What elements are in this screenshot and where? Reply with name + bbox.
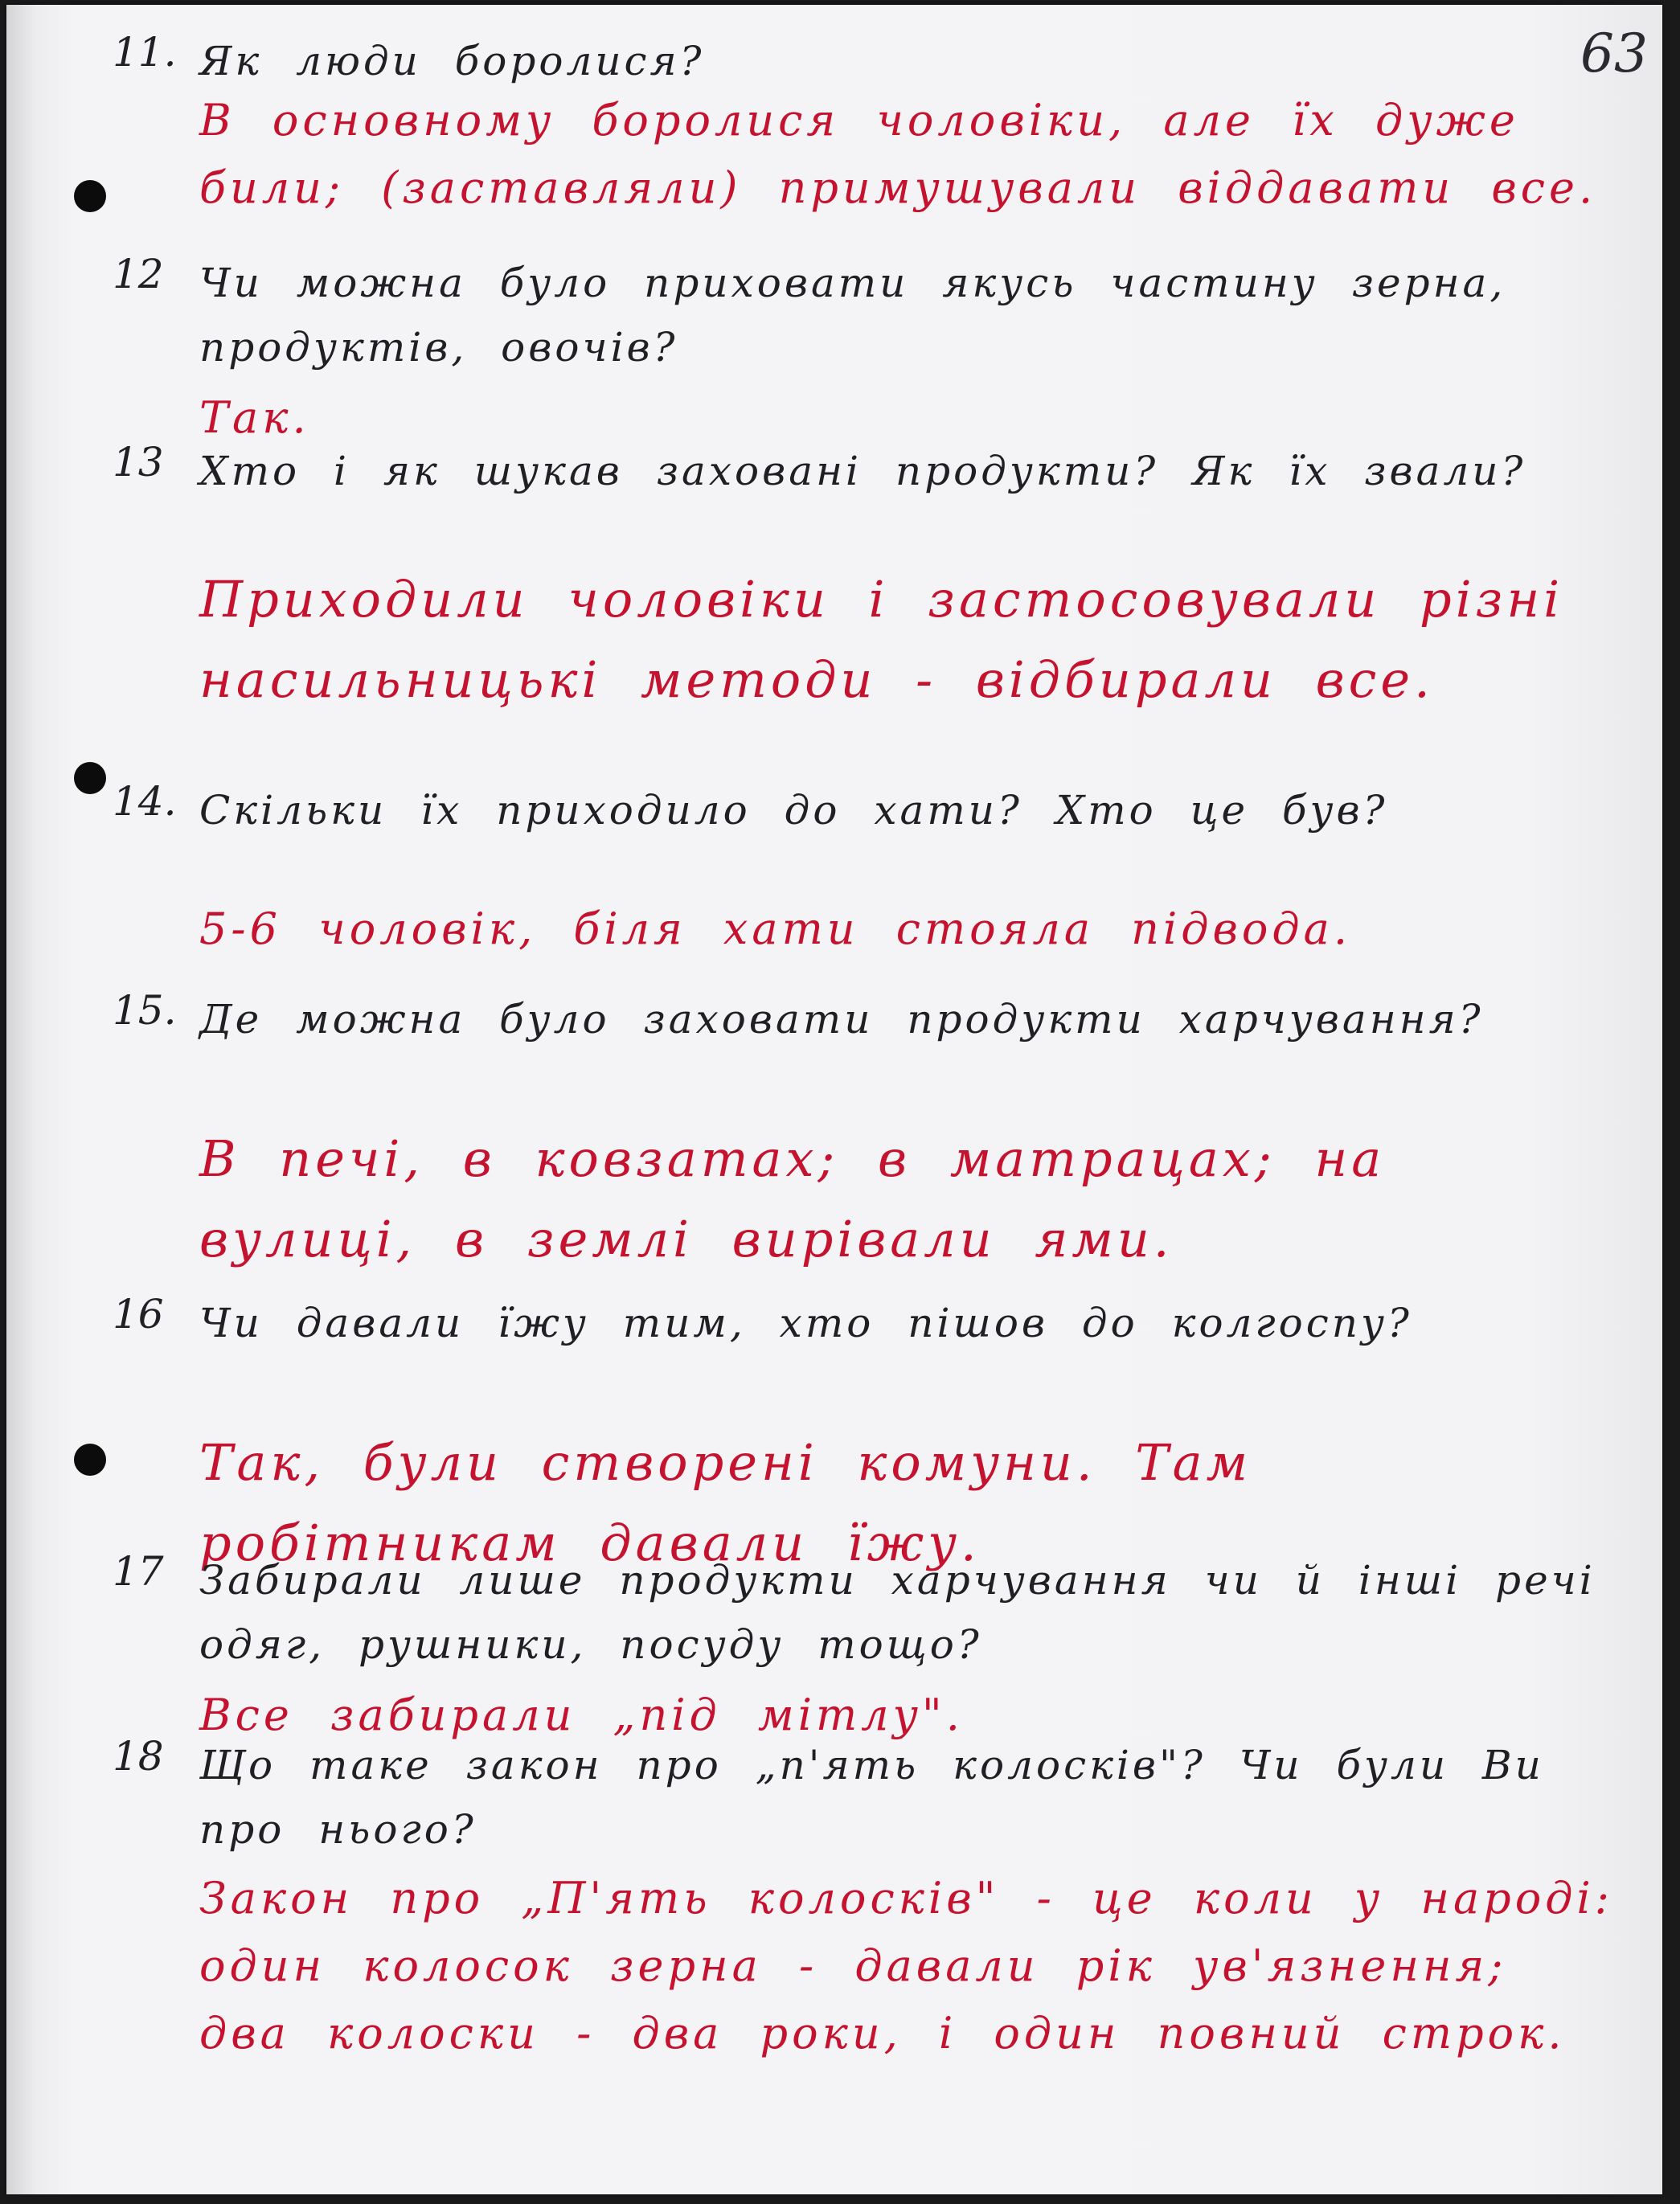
question-text: Забирали лише продукти харчування чи й інші речі одяг, рушники, посуду тощо?	[199, 1557, 1596, 1668]
question-number: 17	[113, 1548, 164, 1595]
question-text: Хто і як шукав заховані продукти? Як їх звали?	[199, 448, 1526, 494]
answer-text: Все забирали „під мітлу".	[199, 1690, 964, 1740]
punch-hole	[74, 1444, 106, 1476]
question-number: 16	[113, 1291, 164, 1338]
question-number: 14.	[113, 778, 177, 825]
answer-text: Так, були створені комуни. Там робітникам давали їжу.	[199, 1433, 1252, 1572]
paper-sheet	[6, 5, 1662, 2194]
question-number: 15.	[113, 987, 177, 1034]
answer-text: В основному боролися чоловіки, але їх дуже били; (заставляли) примушували віддавати все.	[199, 95, 1597, 213]
answer-text: В печі, в ковзатах; в матрацах; на вулиці, в землі вирівали ями.	[199, 1129, 1386, 1268]
question-text: Чи можна було приховати якусь частину зерна, продуктів, овочів?	[199, 260, 1506, 371]
question-text: Як люди боролися?	[199, 38, 705, 84]
question-number: 13	[113, 439, 164, 485]
page-number: 63	[1580, 23, 1648, 84]
question-text: Чи давали їжу тим, хто пішов до колгоспу?	[199, 1300, 1412, 1346]
answer-text: Закон про „П'ять колосків" - це коли у народі: один колосок зерна - давали рік ув'язнення; два колоски - два роки, і один повний строк.	[199, 1873, 1613, 2059]
question-text: Скільки їх приходило до хати? Хто це був?	[199, 787, 1388, 834]
question-number: 12	[113, 251, 164, 297]
punch-hole	[74, 180, 106, 212]
question-text: Що таке закон про „п'ять колосків"? Чи були Ви про нього?	[199, 1742, 1544, 1853]
sheet-edge	[6, 5, 39, 2194]
answer-text: 5-6 чоловік, біля хати стояла підвода.	[199, 903, 1351, 954]
answer-text: Так.	[199, 392, 310, 443]
question-text: Де можна було заховати продукти харчування?	[199, 996, 1484, 1043]
question-number: 11.	[113, 29, 177, 76]
question-number: 18	[113, 1733, 164, 1780]
answer-text: Приходили чоловіки і застосовували різні насильницькі методи - відбирали все.	[199, 570, 1564, 709]
punch-hole	[74, 762, 106, 794]
